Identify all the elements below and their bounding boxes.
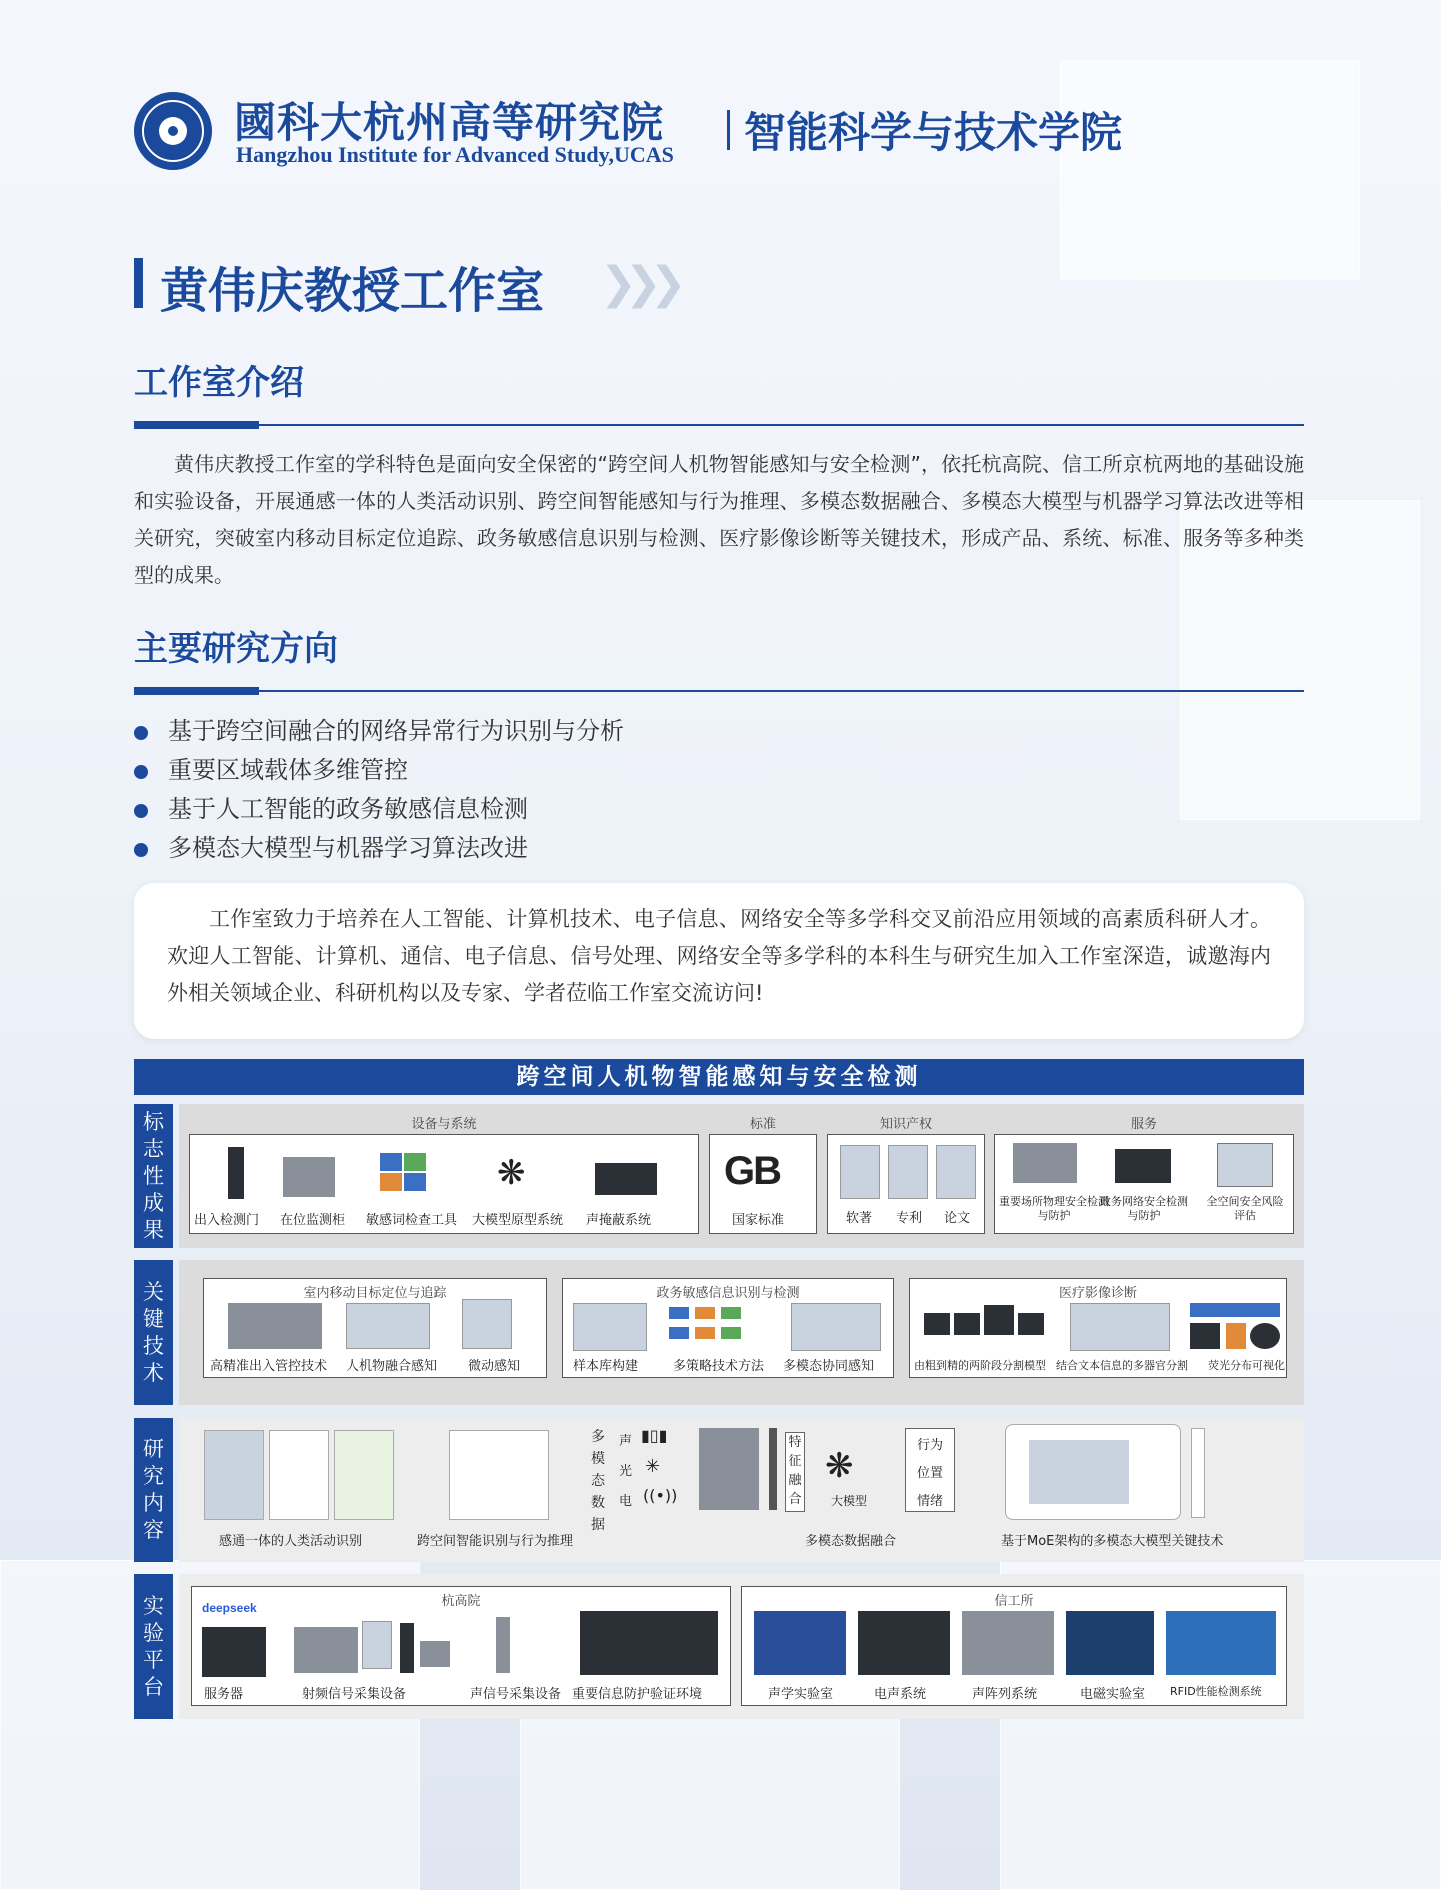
ip-label: 论文	[944, 1211, 971, 1226]
output-label: 情绪	[917, 1494, 944, 1509]
row-label-achievements: 标 志 性 成 果	[134, 1104, 173, 1248]
row-achievements	[134, 1104, 1304, 1248]
title-accent-bar	[134, 258, 143, 308]
site-image	[1013, 1143, 1077, 1183]
college-name: 智能科学与技术学院	[744, 108, 1123, 157]
ai-model-icon: ❋	[497, 1153, 526, 1193]
platform-label: RFID性能检测系统	[1170, 1685, 1262, 1698]
em-lab-image	[1066, 1611, 1154, 1675]
platform-label: 射频信号采集设备	[302, 1687, 407, 1702]
modal-input: 光	[619, 1464, 633, 1479]
ucas-seal-logo	[134, 92, 212, 170]
rf-device-image	[294, 1627, 358, 1673]
list-item: 基于人工智能的政务敏感信息检测	[134, 790, 624, 829]
tech-label: 样本库构建	[573, 1359, 639, 1374]
gate-scene-image	[228, 1303, 322, 1349]
indoor-tracking-box: 室内移动目标定位与追踪 高精准出入管控技术 人机物融合感知 微动感知	[203, 1278, 547, 1378]
platform-label: 服务器	[204, 1687, 244, 1702]
standard-label: 国家标准	[732, 1213, 785, 1228]
output-label: 位置	[917, 1466, 944, 1481]
list-item: 基于跨空间融合的网络异常行为识别与分析	[134, 712, 624, 751]
section-divider	[134, 690, 1304, 692]
chevrons-icon: ❯❯❯	[600, 258, 675, 309]
list-item: 重要区域载体多维管控	[134, 751, 624, 790]
multimodal-vertical-label: 多 模 态 数 据	[591, 1429, 605, 1533]
service-label: 政务网络安全检测与防护	[1100, 1195, 1188, 1222]
protection-env-screen	[580, 1611, 718, 1675]
intro-paragraph: 黄伟庆教授工作室的学科特色是面向安全保密的“跨空间人机物智能感知与安全检测”，依托杭高院、信工所京杭两地的基础设施和实验设备，开展通感一体的人类活动识别、跨空间智能感知与行为推理、多模态数据融合、多模态大模型与机器学习算法改进等相关研究，突破室内移动目标定位追踪、政务敏感信息识别与检测、医疗影像诊断等关键技术，形成产品、系统、标准、服务等多种类型的成果。	[134, 452, 1304, 587]
diagram-title: 跨空间人机物智能感知与安全检测	[134, 1059, 1304, 1095]
platform-label: 声信号采集设备	[470, 1687, 562, 1702]
row-label-platform: 实 验 平 台	[134, 1574, 173, 1719]
row-research	[134, 1418, 1304, 1562]
section-divider	[134, 424, 1304, 426]
radar-diagram	[462, 1299, 512, 1349]
equip-label: 声掩蔽系统	[586, 1213, 652, 1228]
row-key-tech	[134, 1260, 1304, 1405]
gov-sensitive-box: 政务敏感信息识别与检测 样本库构建 多策略技术方法 多模态协同感知	[562, 1278, 894, 1378]
invitation-text: 工作室致力于培养在人工智能、计算机技术、电子信息、网络安全等多学科交叉前沿应用领域的高素质科研人才。欢迎人工智能、计算机、通信、电子信息、信号处理、网络安全等多学科的本科生与研究生加入工作室深造，诚邀海内外相关领域企业、科研机构以及专家、学者莅临工作室交流访问!	[167, 907, 1271, 1005]
tech-label: 人机物融合感知	[346, 1359, 438, 1374]
equipment-box: 设备与系统 ❋ 出入检测门 在位监测柜 敏感词检查工具 大模型原型系统 声掩蔽系统	[189, 1134, 699, 1234]
page-header	[134, 90, 1174, 180]
tech-label: 多策略技术方法	[673, 1359, 765, 1374]
signal-icon: ((•))	[643, 1486, 678, 1505]
sound-meter-image	[496, 1617, 510, 1673]
row-label-key-tech: 关 键 技 术	[134, 1260, 173, 1405]
activity-scene-2	[334, 1430, 394, 1520]
light-icon: ✳	[645, 1456, 661, 1477]
platform-label: 电声系统	[874, 1687, 927, 1702]
ip-label: 软著	[846, 1211, 873, 1226]
modal-input: 声	[619, 1434, 633, 1449]
directions-heading: 主要研究方向	[134, 629, 338, 669]
service-box: 服务 重要场所物理安全检测与防护 政务网络安全检测与防护 全空间安全风险评估	[994, 1134, 1294, 1234]
tech-label: 结合文本信息的多器官分割	[1056, 1359, 1188, 1372]
research-label: 基于MoE架构的多模态大模型关键技术	[1001, 1534, 1224, 1549]
institute-name-cn: 國科大杭州高等研究院	[234, 98, 665, 147]
monitor-cabinet-image	[283, 1157, 335, 1197]
tech-label: 高精准出入管控技术	[210, 1359, 328, 1374]
electroacoustic-image	[858, 1611, 950, 1675]
cross-space-diagram	[449, 1430, 549, 1520]
row-label-research: 研 究 内 容	[134, 1418, 173, 1562]
deepseek-logo: deepseek	[202, 1601, 257, 1615]
output-label: 行为	[917, 1438, 944, 1453]
standard-box: 标准 GB 国家标准	[709, 1134, 817, 1234]
directions-list	[134, 712, 624, 868]
studio-title: 黄伟庆教授工作室	[160, 263, 545, 319]
ip-label: 专利	[896, 1211, 923, 1226]
equip-label: 敏感词检查工具	[366, 1213, 458, 1228]
big-model-icon: ❋	[825, 1446, 854, 1486]
research-label: 跨空间智能识别与行为推理	[417, 1534, 574, 1549]
gb-standard-logo: GB	[724, 1149, 780, 1193]
medical-imaging-box: 医疗影像诊断 由粗到精的两阶段分割模型 结合文本信息的多器官分割 荧光分布可视化	[909, 1278, 1287, 1378]
equip-label: 大模型原型系统	[472, 1213, 564, 1228]
activity-scene-1	[204, 1430, 264, 1520]
tech-label: 多模态协同感知	[783, 1359, 875, 1374]
detector-gate-image	[228, 1147, 244, 1199]
tech-label: 由粗到精的两阶段分割模型	[914, 1359, 1046, 1372]
institute-name-en: Hangzhou Institute for Advanced Study,UCAS	[236, 142, 674, 167]
rfid-test-image	[1166, 1611, 1276, 1675]
hangzhou-platform-box: 杭高院 deepseek 服务器 射频信号采集设备 声信号采集设备 重要信息防护验证环境	[191, 1586, 731, 1706]
equip-label: 在位监测柜	[280, 1213, 346, 1228]
research-label: 感通一体的人类活动识别	[219, 1534, 363, 1549]
ip-box: 知识产权 软著 专利 论文	[827, 1134, 985, 1234]
platform-label: 声学实验室	[768, 1687, 834, 1702]
research-label: 多模态数据融合	[805, 1534, 897, 1549]
acoustic-lab-image	[754, 1611, 846, 1675]
platform-label: 重要信息防护验证环境	[572, 1687, 703, 1702]
tech-label: 微动感知	[468, 1359, 521, 1374]
platform-label: 声阵列系统	[972, 1687, 1038, 1702]
house-diagram	[269, 1430, 329, 1520]
feature-nets	[699, 1428, 759, 1510]
service-label: 重要场所物理安全检测与防护	[999, 1195, 1109, 1222]
risk-diagram	[1217, 1143, 1273, 1187]
invitation-card	[134, 883, 1304, 1039]
tech-label: 荧光分布可视化	[1208, 1359, 1285, 1372]
floor-map-image	[346, 1303, 430, 1349]
intro-heading: 工作室介绍	[134, 363, 304, 403]
header-divider	[727, 110, 730, 150]
modal-input: 电	[619, 1494, 633, 1509]
list-item: 多模态大模型与机器学习算法改进	[134, 829, 624, 868]
sound-masking-device-image	[595, 1163, 657, 1195]
service-label: 全空间安全风险评估	[1206, 1195, 1284, 1222]
row-platform	[134, 1574, 1304, 1719]
platform-label: 电磁实验室	[1080, 1687, 1146, 1702]
feature-fusion-box: 特 征 融 合	[785, 1432, 805, 1512]
iie-platform-box: 信工所 声学实验室 电声系统 声阵列系统 电磁实验室 RFID性能检测系统	[741, 1586, 1287, 1706]
server-image	[202, 1627, 266, 1677]
sound-array-image	[962, 1611, 1054, 1675]
waveform-icon: ▮▯▮	[641, 1426, 668, 1445]
laptop-case-image	[1115, 1149, 1171, 1183]
big-model-label: 大模型	[831, 1494, 868, 1508]
equip-label: 出入检测门	[194, 1213, 260, 1228]
